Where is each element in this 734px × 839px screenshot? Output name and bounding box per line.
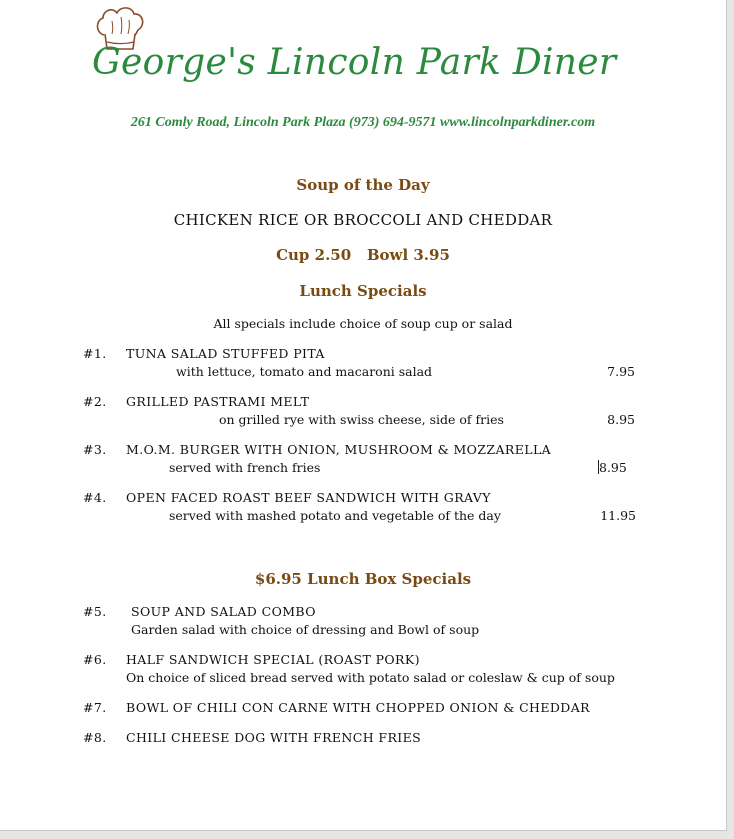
item-description: served with mashed potato and vegetable of the day [169,508,501,523]
item-description: served with french fries [169,460,321,475]
lunch-specials-heading: Lunch Specials [299,282,427,300]
diner-address: 261 Comly Road, Lincoln Park Plaza (973) 694-9571 www.lincolnparkdiner.com [130,115,596,130]
item-price: 11.95 [600,508,636,523]
item-number: #6. [83,652,107,667]
item-number: #5. [83,604,107,619]
soup-cup-price: Cup 2.50 [276,246,352,264]
item-name: HALF SANDWICH SPECIAL (ROAST PORK) [126,652,420,667]
item-price: 7.95 [607,364,635,379]
item-name: OPEN FACED ROAST BEEF SANDWICH WITH GRAVY [126,490,491,505]
item-description: On choice of sliced bread served with potato salad or coleslaw & cup of soup [126,670,615,685]
item-description: on grilled rye with swiss cheese, side of fries [219,412,504,427]
item-name: GRILLED PASTRAMI MELT [126,394,310,409]
item-name: TUNA SALAD STUFFED PITA [126,346,325,361]
diner-name-title: George's Lincoln Park Diner [92,42,617,83]
box-specials-heading: $6.95 Lunch Box Specials [254,570,472,588]
soup-bowl-price: Bowl 3.95 [366,246,450,264]
item-number: #8. [83,730,107,745]
soup-heading: Soup of the Day [296,176,430,194]
item-name: SOUP AND SALAD COMBO [131,604,316,619]
item-number: #3. [83,442,107,457]
soup-prices [0,246,726,264]
item-description: Garden salad with choice of dressing and Bowl of soup [131,622,480,637]
item-number: #2. [83,394,107,409]
lunch-specials-note: All specials include choice of soup cup or salad [213,316,513,331]
item-price: 8.95 [599,460,627,475]
item-name: M.O.M. BURGER WITH ONION, MUSHROOM & MOZZARELLA [126,442,552,457]
item-price: 8.95 [607,412,635,427]
text-cursor [598,460,599,474]
item-number: #7. [83,700,107,715]
soup-name: CHICKEN RICE OR BROCCOLI AND CHEDDAR [173,211,553,229]
item-number: #4. [83,490,107,505]
item-number: #1. [83,346,107,361]
item-name: BOWL OF CHILI CON CARNE WITH CHOPPED ONION & CHEDDAR [126,700,590,715]
item-description: with lettuce, tomato and macaroni salad [176,364,433,379]
item-name: CHILI CHEESE DOG WITH FRENCH FRIES [126,730,422,745]
